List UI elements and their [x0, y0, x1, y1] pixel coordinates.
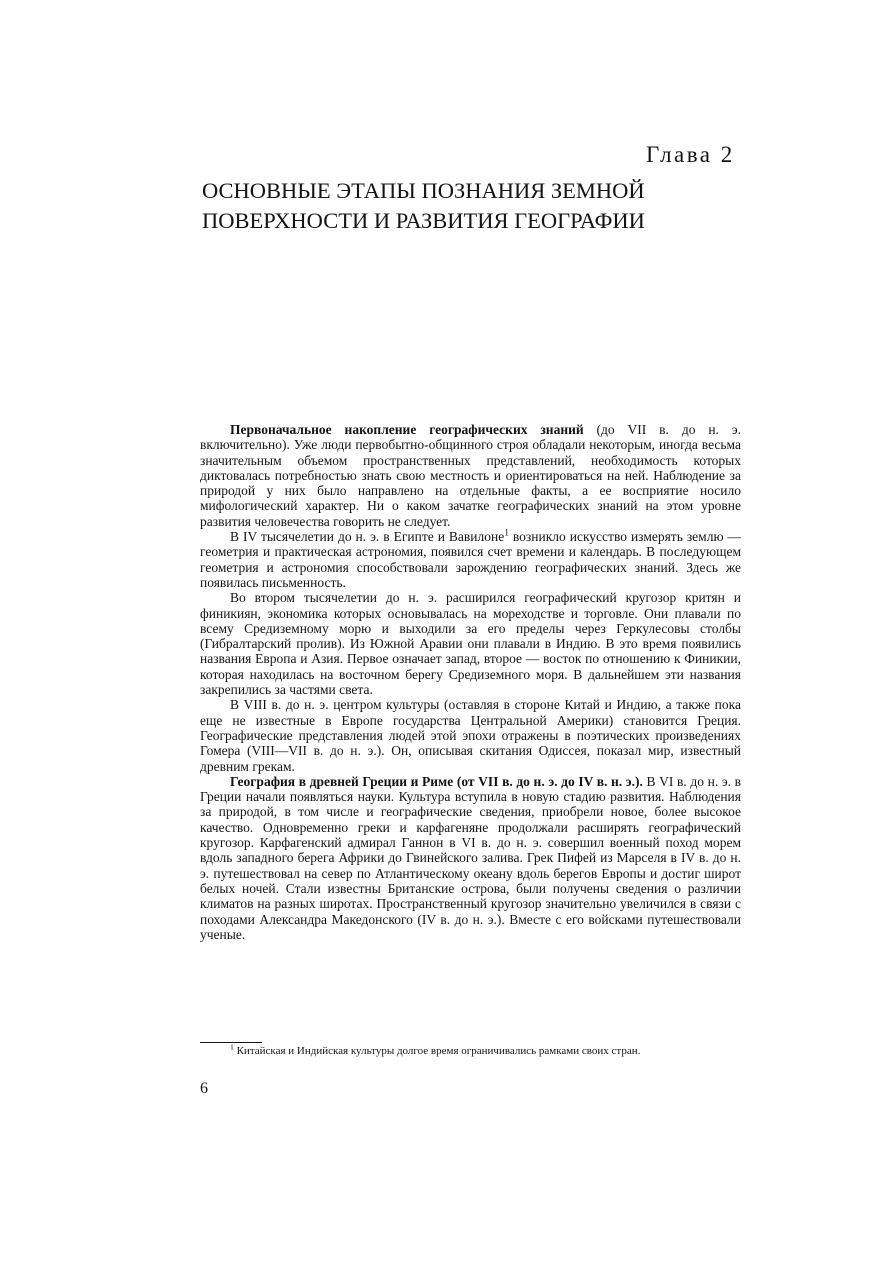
paragraph-2 — [200, 529, 741, 590]
chapter-title-line-2: ПОВЕРХНОСТИ И РАЗВИТИЯ ГЕОГРАФИИ — [202, 208, 645, 233]
chapter-title-line-1: ОСНОВНЫЕ ЭТАПЫ ПОЗНАНИЯ ЗЕМНОЙ — [202, 178, 645, 203]
footnote-text: Китайская и Индийская культуры долгое время ограничивались рамками своих стран. — [233, 1045, 641, 1057]
footnote-number: 1 — [230, 1042, 234, 1052]
paragraph-5 — [200, 774, 741, 942]
chapter-title — [202, 176, 645, 236]
paragraph-2-text-before: В IV тысячелетии до н. э. в Египте и Вавилоне — [230, 529, 505, 545]
page-number: 6 — [200, 1080, 208, 1097]
body-text — [200, 422, 741, 942]
footnote-mark: 1 — [504, 528, 509, 539]
paragraph-5-text: В VI в. до н. э. в Греции начали появляться науки. Культура вступила в новую стадию развития. Наблюдения за природой, в том числе и географические сведения, приобрели новое, более высокое качество. Одновременно греки и карфагеняне продолжали расширять географический кругозор. Карфагенский адмирал Ганнон в VI в. до н. э. совершил военный поход морем вдоль западного берега Африки до Гвинейского залива. Грек Пифей из Марселя в IV в. до н. э. путешествовал на север по Атлантическому океану вдоль берегов Европы и достиг широт белых ночей. Стали известны Британские острова, были получены сведения о различии климатов на разных широтах. Пространственный кругозор значительно увеличился в связи с походами Александра Македонского (IV в. до н. э.). Вместе с его войсками путешествовали ученые. — [200, 773, 742, 942]
paragraph-3: Во втором тысячелетии до н. э. расширился географический кругозор критян и финикиян, экономика которых основывалась на мореходстве и торговле. Они плавали по всему Средиземному морю и выходили за его пределы через Геркулесовы столбы (Гибралтарский пролив). Из Южной Аравии они плавали в Индию. В это время появились названия Европа и Азия. Первое означает запад, второе — восток по отношению к Финикии, которая находилась на восточном берегу Средиземного моря. В дальнейшем эти названия закрепились за частями света. — [200, 590, 741, 698]
paragraph-1-text: (до VII в. до н. э. включительно). Уже люди первобытно-общинного строя обладали некоторым, иногда весьма значительным объемом пространственных представлений, необходимость которых диктовалась потребностью знать свою местность и ориентироваться на ней. Наблюдение за природой у них было направлено на отдельные факты, а ее восприятие носило мифологический характер. Ни о каком зачатке географических знаний на этом уровне развития человечества говорить не следует. — [200, 422, 741, 529]
section-heading-1: Первоначальное накопление географических знаний — [230, 422, 584, 437]
footnote — [200, 1042, 741, 1058]
paragraph-1 — [200, 422, 741, 529]
paragraph-4: В VIII в. до н. э. центром культуры (оставляя в стороне Китай и Индию, а также пока еще не известные в Европе государства Центральной Америки) становится Греция. Географические представления людей этой эпохи отражены в поэтических произведениях Гомера (VIII—VII в. до н. э.). Он, описывая скитания Одиссея, показал мир, известный древним грекам. — [200, 697, 741, 774]
paragraph-2-text-after: возникло искусство измерять землю — геометрия и практическая астрономия, появился счет времени и календарь. В последующем геометрия и астрономия способствовали зарождению географических знаний. Здесь же появилась письменность. — [200, 529, 741, 590]
section-heading-2: География в древней Греции и Риме (от VII в. до н. э. до IV в. н. э.). — [230, 773, 643, 789]
chapter-label: Глава 2 — [646, 142, 735, 167]
